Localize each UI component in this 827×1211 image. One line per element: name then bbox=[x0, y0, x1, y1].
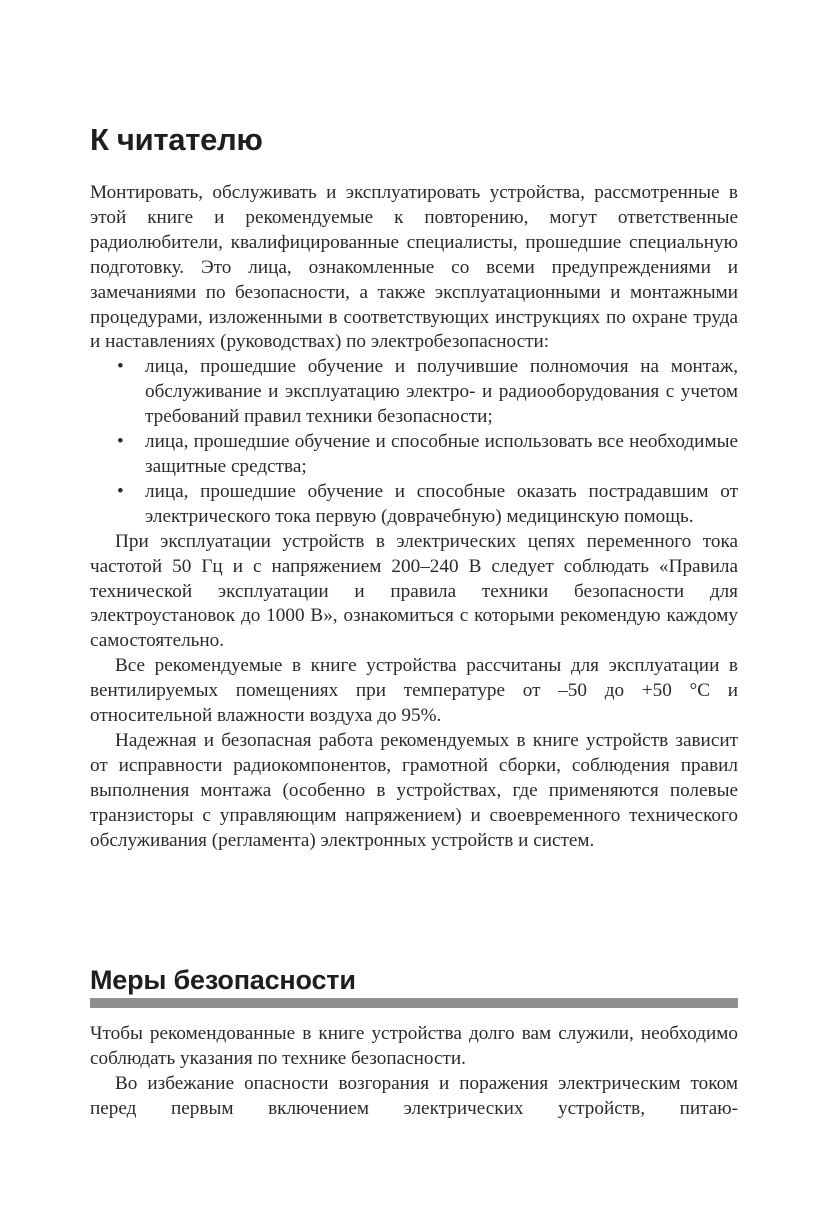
bullet-list bbox=[90, 355, 738, 529]
paragraph: Во избежание опасности возгорания и поражения электрическим током перед первым включением электрических устройств, питаю- bbox=[90, 1072, 738, 1119]
bullet-icon: • bbox=[117, 431, 124, 453]
bullet-icon: • bbox=[117, 356, 124, 378]
list-item-text: лица, прошедшие обучение и способные использовать все необходимые защитные средства; bbox=[145, 431, 738, 477]
section-title-to-reader: К читателю bbox=[90, 122, 263, 157]
list-item-text: лица, прошедшие обучение и способные оказать пострадавшим от электрического тока первую (доврачебную) медицинскую помощь. bbox=[145, 480, 738, 527]
safety-section bbox=[90, 1022, 738, 1122]
list-item-text: лица, прошедшие обучение и получившие полномочия на монтаж, обслуживание и эксплуатацию электро- и радиооборудования с учетом требований правил техники безопасности; bbox=[145, 356, 738, 428]
bullet-icon: • bbox=[117, 480, 124, 502]
section-title-safety: Меры безопасности bbox=[90, 965, 356, 995]
list-item bbox=[90, 355, 738, 430]
paragraph: При эксплуатации устройств в электрических цепях переменного тока частотой 50 Гц и с напряжением 200–240 В следует соблюдать «Правила технической эксплуатации и правила техники безопасности для электроустановок до 1000 В», ознакомиться с которыми рекомендую каждому самостоятельно. bbox=[90, 530, 738, 652]
section-divider bbox=[90, 998, 738, 1008]
list-item bbox=[90, 480, 738, 530]
paragraph: Чтобы рекомендованные в книге устройства долго вам служили, необходимо соблюдать указания по технике безопасности. bbox=[90, 1023, 738, 1069]
to-reader-section bbox=[90, 181, 738, 853]
paragraph: Надежная и безопасная работа рекомендуемых в книге устройств зависит от исправности радиокомпонентов, грамотной сборки, соблюдения правил выполнения монтажа (особенно в устройствах, где применяются полевые транзисторы с управляющим напряжением) и своевременного технического обслуживания (регламента) электронных устройств и систем. bbox=[90, 729, 738, 851]
paragraph: Монтировать, обслуживать и эксплуатировать устройства, рассмотренные в этой книге и рекомендуемые к повторению, могут ответственные радиолюбители, квалифицированные специалисты, прошедшие специальную подготовку. Это лица, ознакомленные со всеми предупреждениями и замечаниями по безопасности, а также эксплуатационными и монтажными процедурами, изложенными в соответствующих инструкциях по охране труда и наставлениях (руководствах) по электробезопасности: bbox=[90, 182, 738, 353]
list-item bbox=[90, 430, 738, 480]
paragraph: Все рекомендуемые в книге устройства рассчитаны для эксплуатации в вентилируемых помещениях при температуре от –50 до +50 °С и относительной влажности воздуха до 95%. bbox=[90, 655, 738, 727]
